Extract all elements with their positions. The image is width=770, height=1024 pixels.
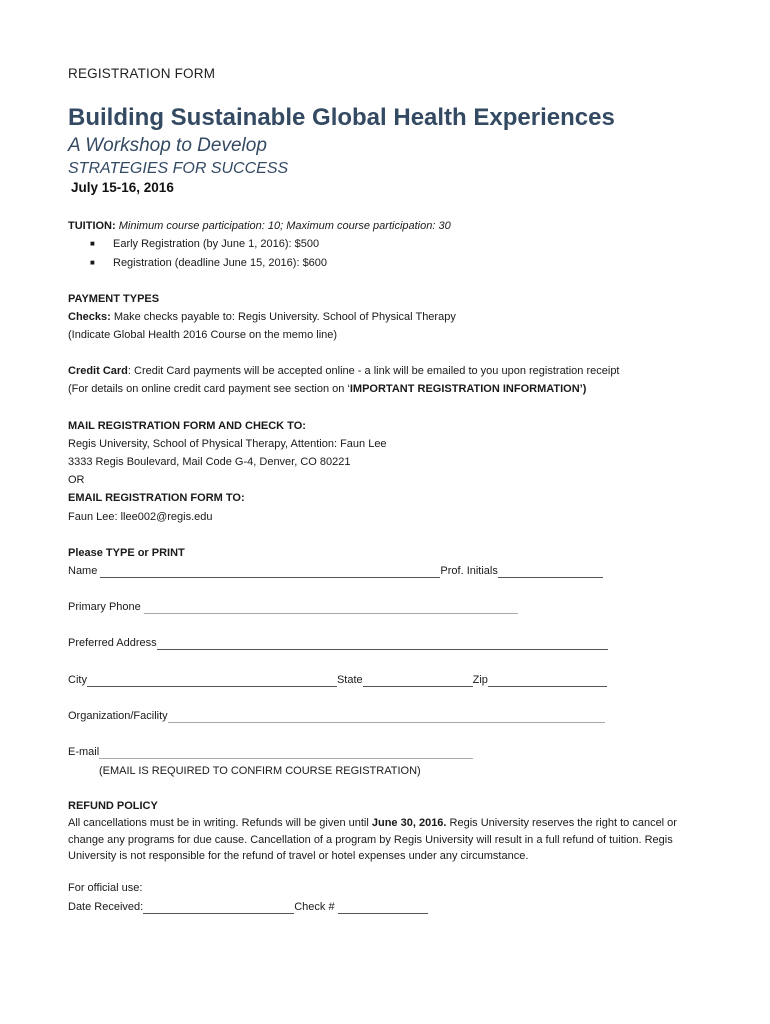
mail-address-line2: 3333 Regis Boulevard, Mail Code G-4, Denver, CO 80221 xyxy=(68,456,351,468)
city-field[interactable] xyxy=(87,674,337,687)
mail-or: OR xyxy=(68,474,85,486)
phone-field[interactable] xyxy=(144,601,518,614)
credit-line xyxy=(68,364,620,378)
name-label: Name xyxy=(68,565,98,577)
checks-line xyxy=(68,310,456,324)
email-contact: Faun Lee: llee002@regis.edu xyxy=(68,511,213,523)
credit-note xyxy=(68,382,586,396)
date-received-label: Date Received: xyxy=(68,901,144,913)
org-row xyxy=(68,709,605,723)
tuition-line xyxy=(68,219,451,233)
name-field[interactable] xyxy=(100,565,440,578)
checks-note: (Indicate Global Health 2016 Course on the memo line) xyxy=(68,329,338,341)
tuition-item-regular: Registration (deadline June 15, 2016): $600 xyxy=(113,257,328,269)
refund-policy-text xyxy=(68,815,708,865)
email-field[interactable] xyxy=(99,746,473,759)
check-number-label: Check # xyxy=(294,901,335,913)
form-title: Building Sustainable Global Health Experiences xyxy=(68,104,615,131)
checks-label: Checks: xyxy=(68,311,111,323)
email-label: E-mail xyxy=(68,746,100,758)
initials-label: Prof. Initials xyxy=(440,565,498,577)
form-subtitle-strategies: STRATEGIES FOR SUCCESS xyxy=(68,160,289,177)
address-row xyxy=(68,636,608,650)
official-row xyxy=(68,900,428,914)
refund-deadline: June 30, 2016. xyxy=(371,817,447,829)
tuition-label: TUITION: xyxy=(68,220,116,232)
check-number-field[interactable] xyxy=(338,901,428,914)
org-label: Organization/Facility xyxy=(68,710,168,722)
city-row xyxy=(68,673,607,687)
credit-text: : Credit Card payments will be accepted online - a link will be emailed to you upon registration receipt xyxy=(127,365,620,377)
city-label: City xyxy=(68,674,87,686)
form-instructions: Please TYPE or PRINT xyxy=(68,547,185,559)
date-received-field[interactable] xyxy=(143,901,294,914)
payment-heading: PAYMENT TYPES xyxy=(68,293,160,305)
email-heading: EMAIL REGISTRATION FORM TO: xyxy=(68,492,245,504)
bullet-icon: ■ xyxy=(90,258,95,267)
credit-label: Credit Card xyxy=(68,365,128,377)
tuition-item-early: Early Registration (by June 1, 2016): $500 xyxy=(113,238,320,250)
phone-label: Primary Phone xyxy=(68,601,141,613)
name-row xyxy=(68,564,603,578)
zip-field[interactable] xyxy=(488,674,607,687)
address-label: Preferred Address xyxy=(68,637,157,649)
mail-heading: MAIL REGISTRATION FORM AND CHECK TO: xyxy=(68,420,306,432)
phone-row xyxy=(68,600,518,614)
official-use-label: For official use: xyxy=(68,882,143,894)
form-header: REGISTRATION FORM xyxy=(68,66,216,81)
zip-label: Zip xyxy=(472,674,488,686)
credit-note-text: (For details on online credit card payment see section on ‘ xyxy=(68,383,350,395)
credit-note-bold: IMPORTANT REGISTRATION INFORMATION’) xyxy=(349,383,587,395)
refund-heading: REFUND POLICY xyxy=(68,800,158,812)
email-row xyxy=(68,745,473,759)
initials-field[interactable] xyxy=(498,565,603,578)
refund-text-rest: Regis University reserves the right to cancel or change any programs for due cause. Cancellation of a program by Regis University will result in a full refund of tuition. Regis University is not responsible for the refund of travel or hotel expenses under any circumstance. xyxy=(68,817,677,862)
org-field[interactable] xyxy=(168,710,605,723)
email-required-note: (EMAIL IS REQUIRED TO CONFIRM COURSE REGISTRATION) xyxy=(99,765,421,777)
state-label: State xyxy=(336,674,363,686)
tuition-note: Minimum course participation: 10; Maximum course participation: 30 xyxy=(118,220,451,232)
form-subtitle: A Workshop to Develop xyxy=(68,135,267,156)
mail-address-line1: Regis University, School of Physical Therapy, Attention: Faun Lee xyxy=(68,438,387,450)
bullet-icon: ■ xyxy=(90,239,95,248)
state-field[interactable] xyxy=(363,674,473,687)
refund-text: All cancellations must be in writing. Refunds will be given until xyxy=(68,817,372,829)
address-field[interactable] xyxy=(157,637,608,650)
event-date: July 15-16, 2016 xyxy=(71,180,174,195)
checks-text: Make checks payable to: Regis University. School of Physical Therapy xyxy=(110,311,456,323)
